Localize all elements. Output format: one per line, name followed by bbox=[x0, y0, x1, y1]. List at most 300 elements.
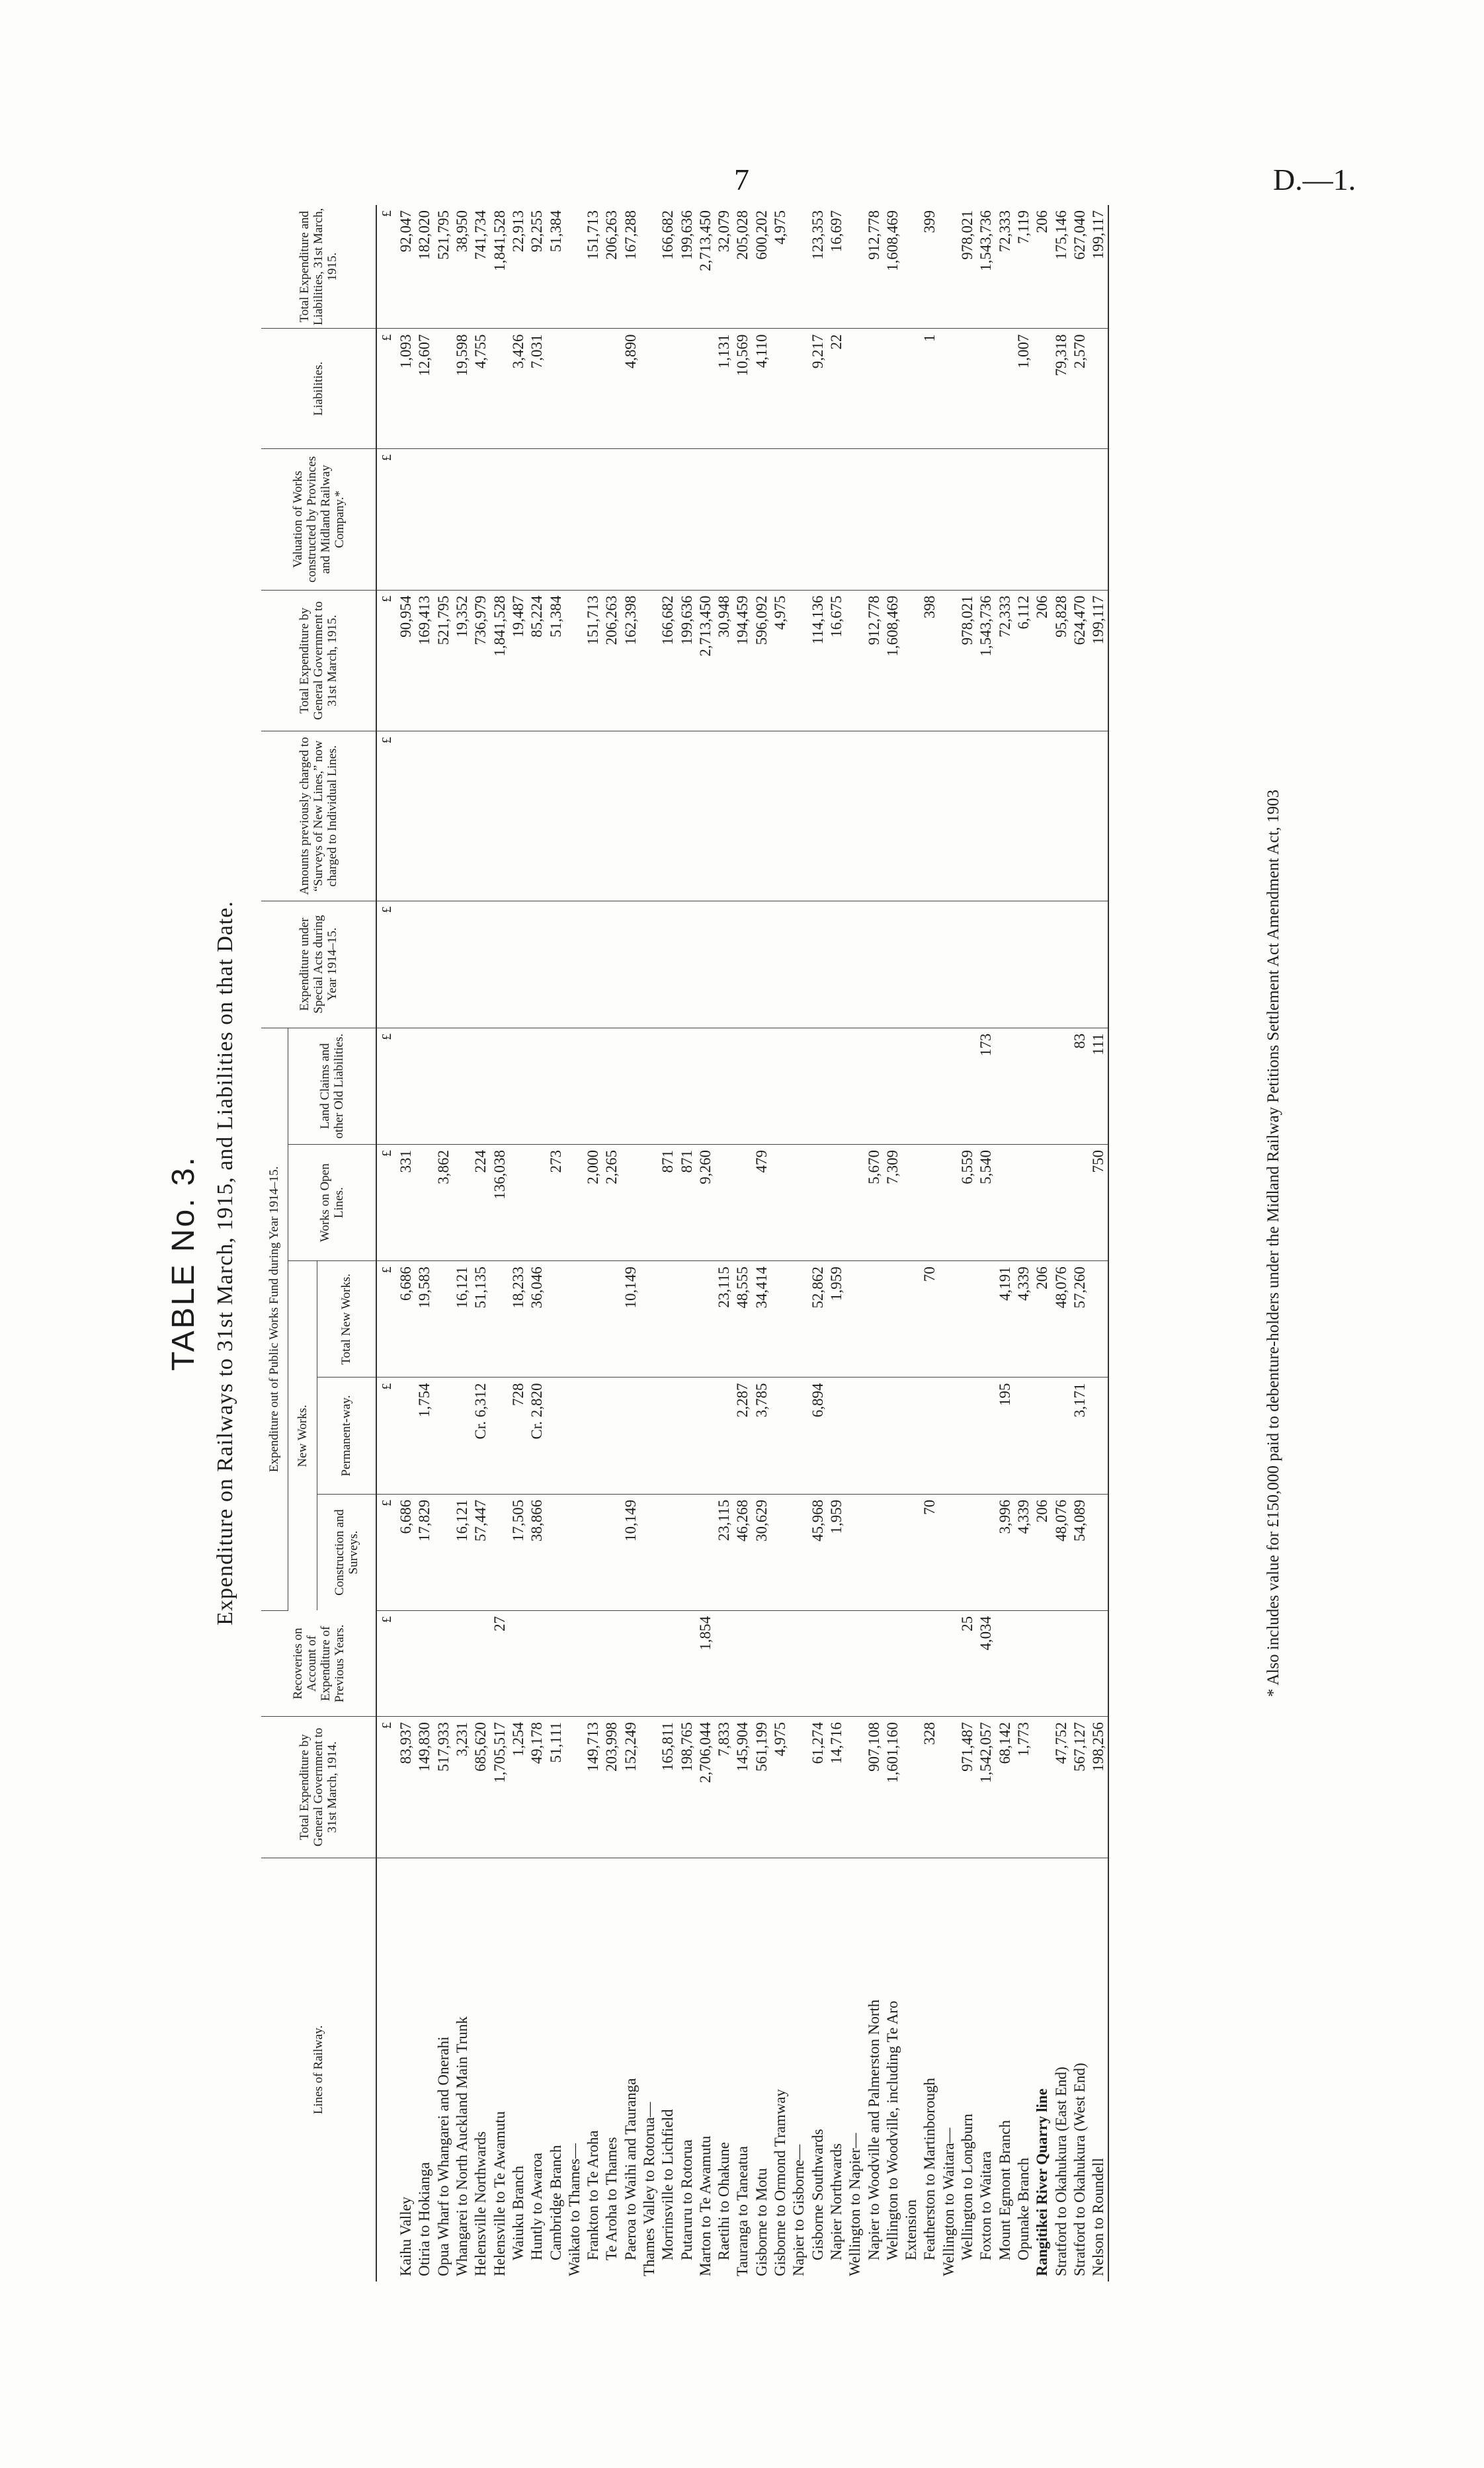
value-cell: 48,555 bbox=[733, 1261, 752, 1378]
value-cell bbox=[1014, 731, 1033, 901]
value-cell: 871 bbox=[659, 1145, 677, 1261]
header-valuation: Valuation of Works constructed by Provinces and Midland Railway Company.* bbox=[261, 449, 376, 591]
value-cell bbox=[790, 329, 808, 449]
value-cell bbox=[677, 1610, 696, 1716]
table-row bbox=[921, 205, 939, 2282]
value-cell: 3,171 bbox=[1071, 1378, 1089, 1494]
value-cell bbox=[940, 731, 958, 901]
value-cell bbox=[753, 449, 771, 591]
value-cell bbox=[753, 1028, 771, 1144]
value-cell: 46,268 bbox=[733, 1494, 752, 1610]
value-cell bbox=[864, 449, 883, 591]
value-cell bbox=[790, 1145, 808, 1261]
value-cell bbox=[696, 1494, 715, 1610]
value-cell bbox=[1033, 731, 1051, 901]
value-cell bbox=[884, 901, 902, 1028]
table-row bbox=[1014, 205, 1033, 2282]
value-cell: 1,773 bbox=[1014, 1717, 1033, 1858]
value-cell: 596,092 bbox=[753, 590, 771, 731]
value-cell bbox=[472, 1610, 490, 1716]
value-cell bbox=[546, 329, 565, 449]
value-cell bbox=[622, 731, 640, 901]
header-total-new-works: Total New Works. bbox=[317, 1261, 376, 1378]
railway-line-name: Helensville to Te Awamutu bbox=[491, 2111, 508, 2276]
value-cell bbox=[584, 1378, 602, 1494]
table-row bbox=[659, 205, 677, 2282]
value-cell bbox=[640, 1261, 659, 1378]
value-cell: 47,752 bbox=[1051, 1717, 1070, 1858]
value-cell: 90,954 bbox=[397, 590, 415, 731]
railway-line-name: Paeroa to Waihi and Tauranga bbox=[622, 2078, 639, 2260]
table-row bbox=[846, 205, 864, 2282]
header-total-expenditure-liabilities: Total Expenditure and Liabilities, 31st March, 1915. bbox=[261, 205, 376, 329]
value-cell: Cr. 2,820 bbox=[528, 1378, 546, 1494]
value-cell: 1,543,736 bbox=[977, 590, 995, 731]
value-cell: 206 bbox=[1033, 205, 1051, 329]
value-cell bbox=[659, 1261, 677, 1378]
value-cell bbox=[902, 449, 921, 591]
value-cell: 728 bbox=[509, 1378, 528, 1494]
railway-line-name: Wellington to Napier— bbox=[846, 2133, 864, 2276]
value-cell: 2,000 bbox=[584, 1145, 602, 1261]
value-cell bbox=[546, 449, 565, 591]
value-cell bbox=[659, 901, 677, 1028]
table-subtitle: Expenditure on Railways to 31st March, 1915, and Liabilities on that Date. bbox=[213, 901, 237, 1625]
value-cell bbox=[528, 1610, 546, 1716]
value-cell bbox=[415, 1028, 434, 1144]
unit-cell: £ bbox=[376, 731, 397, 901]
value-cell bbox=[565, 1028, 584, 1144]
value-cell bbox=[846, 731, 864, 901]
unit-cell: £ bbox=[376, 1378, 397, 1494]
value-cell: 685,620 bbox=[472, 1717, 490, 1858]
value-cell bbox=[771, 1494, 790, 1610]
value-cell bbox=[809, 731, 827, 901]
value-cell bbox=[528, 1028, 546, 1144]
value-cell bbox=[397, 449, 415, 591]
value-cell bbox=[640, 329, 659, 449]
value-cell bbox=[864, 1028, 883, 1144]
value-cell bbox=[490, 329, 509, 449]
value-cell bbox=[1014, 1145, 1033, 1261]
value-cell bbox=[584, 731, 602, 901]
value-cell bbox=[940, 449, 958, 591]
value-cell: 624,470 bbox=[1071, 590, 1089, 731]
value-cell bbox=[715, 1028, 733, 1144]
value-cell: 2,713,450 bbox=[696, 205, 715, 329]
value-cell bbox=[977, 901, 995, 1028]
value-cell bbox=[490, 901, 509, 1028]
railway-line-name: Waikato to Thames— bbox=[565, 2143, 583, 2276]
value-cell: 83,937 bbox=[397, 1717, 415, 1858]
value-cell bbox=[415, 901, 434, 1028]
value-cell bbox=[434, 731, 453, 901]
value-cell: 51,384 bbox=[546, 205, 565, 329]
table-row bbox=[1051, 205, 1070, 2282]
value-cell bbox=[884, 449, 902, 591]
value-cell bbox=[546, 1261, 565, 1378]
value-cell bbox=[1014, 1610, 1033, 1716]
value-cell: 1,542,057 bbox=[977, 1717, 995, 1858]
value-cell bbox=[565, 901, 584, 1028]
value-cell bbox=[790, 205, 808, 329]
value-cell bbox=[565, 590, 584, 731]
value-cell bbox=[622, 1610, 640, 1716]
value-cell: 19,352 bbox=[453, 590, 472, 731]
value-cell bbox=[958, 731, 977, 901]
value-cell: 38,866 bbox=[528, 1494, 546, 1610]
value-cell bbox=[958, 329, 977, 449]
value-cell bbox=[790, 731, 808, 901]
value-cell bbox=[921, 1610, 939, 1716]
value-cell bbox=[864, 1610, 883, 1716]
value-cell bbox=[659, 449, 677, 591]
value-cell bbox=[1033, 1610, 1051, 1716]
value-cell: 18,233 bbox=[509, 1261, 528, 1378]
value-cell bbox=[790, 449, 808, 591]
value-cell bbox=[790, 1378, 808, 1494]
value-cell bbox=[864, 1378, 883, 1494]
value-cell bbox=[846, 1717, 864, 1858]
value-cell bbox=[771, 1261, 790, 1378]
value-cell: 57,260 bbox=[1071, 1261, 1089, 1378]
table-row bbox=[490, 205, 509, 2282]
value-cell bbox=[827, 449, 846, 591]
value-cell bbox=[677, 329, 696, 449]
value-cell bbox=[733, 901, 752, 1028]
value-cell: 169,413 bbox=[415, 590, 434, 731]
value-cell bbox=[864, 731, 883, 901]
value-cell bbox=[546, 901, 565, 1028]
railway-line-name: Cambridge Branch bbox=[547, 2145, 564, 2260]
value-cell bbox=[415, 449, 434, 591]
railway-line-name: Mount Egmont Branch bbox=[996, 2119, 1013, 2260]
value-cell bbox=[809, 901, 827, 1028]
value-cell bbox=[415, 1610, 434, 1716]
value-cell bbox=[490, 1494, 509, 1610]
unit-cell: £ bbox=[376, 590, 397, 731]
value-cell: 165,811 bbox=[659, 1717, 677, 1858]
table-row bbox=[715, 205, 733, 2282]
value-cell bbox=[715, 1378, 733, 1494]
header-public-works-fund: Expenditure out of Public Works Fund during Year 1914–15. bbox=[261, 1028, 288, 1610]
unit-cell: £ bbox=[376, 205, 397, 329]
value-cell bbox=[434, 1610, 453, 1716]
value-cell: 49,178 bbox=[528, 1717, 546, 1858]
value-cell bbox=[434, 1028, 453, 1144]
unit-cell: £ bbox=[376, 1261, 397, 1378]
value-cell: 198,256 bbox=[1089, 1717, 1108, 1858]
value-cell bbox=[602, 731, 621, 901]
value-cell: 4,339 bbox=[1014, 1261, 1033, 1378]
value-cell: 206,263 bbox=[602, 590, 621, 731]
value-cell bbox=[472, 901, 490, 1028]
value-cell: 95,828 bbox=[1051, 590, 1070, 731]
unit-cell: £ bbox=[376, 449, 397, 591]
value-cell bbox=[696, 1261, 715, 1378]
value-cell bbox=[715, 901, 733, 1028]
header-liabilities: Liabilities. bbox=[261, 329, 376, 449]
header-construction: Construction and Surveys. bbox=[317, 1494, 376, 1610]
value-cell bbox=[977, 329, 995, 449]
value-cell: 51,111 bbox=[546, 1717, 565, 1858]
value-cell bbox=[864, 1261, 883, 1378]
value-cell bbox=[921, 901, 939, 1028]
value-cell: 600,202 bbox=[753, 205, 771, 329]
railway-line-name: Whangarei to North Auckland Main Trunk bbox=[454, 2016, 471, 2276]
value-cell bbox=[1071, 901, 1089, 1028]
value-cell bbox=[1033, 1028, 1051, 1144]
value-cell bbox=[902, 329, 921, 449]
table-row bbox=[977, 205, 995, 2282]
value-cell: 2,570 bbox=[1071, 329, 1089, 449]
value-cell bbox=[790, 1610, 808, 1716]
value-cell bbox=[640, 1028, 659, 1144]
value-cell: 627,040 bbox=[1071, 205, 1089, 329]
value-cell bbox=[528, 731, 546, 901]
value-cell: 16,121 bbox=[453, 1261, 472, 1378]
value-cell bbox=[902, 1261, 921, 1378]
value-cell: 206,263 bbox=[602, 205, 621, 329]
table-row bbox=[528, 205, 546, 2282]
value-cell bbox=[509, 901, 528, 1028]
value-cell bbox=[640, 1717, 659, 1858]
railway-line-name: Gisborne to Ormond Tramway bbox=[772, 2088, 789, 2276]
value-cell bbox=[733, 1610, 752, 1716]
value-cell bbox=[397, 901, 415, 1028]
value-cell bbox=[696, 329, 715, 449]
value-cell bbox=[846, 1145, 864, 1261]
value-cell: 399 bbox=[921, 205, 939, 329]
value-cell bbox=[622, 1145, 640, 1261]
value-cell bbox=[921, 449, 939, 591]
value-cell bbox=[640, 1494, 659, 1610]
value-cell bbox=[622, 901, 640, 1028]
value-cell: 7,833 bbox=[715, 1717, 733, 1858]
unit-cell: £ bbox=[376, 901, 397, 1028]
value-cell: 166,682 bbox=[659, 205, 677, 329]
value-cell bbox=[846, 590, 864, 731]
value-cell: 199,117 bbox=[1089, 205, 1108, 329]
value-cell bbox=[1051, 449, 1070, 591]
railway-line-name: Extension bbox=[903, 2200, 920, 2260]
value-cell bbox=[453, 901, 472, 1028]
value-cell bbox=[884, 1494, 902, 1610]
value-cell bbox=[453, 731, 472, 901]
value-cell bbox=[1089, 901, 1108, 1028]
value-cell bbox=[827, 1145, 846, 1261]
value-cell bbox=[977, 1378, 995, 1494]
value-cell: 1,608,469 bbox=[884, 205, 902, 329]
value-cell bbox=[884, 1028, 902, 1144]
value-cell: 4,191 bbox=[996, 1261, 1014, 1378]
value-cell: 85,224 bbox=[528, 590, 546, 731]
value-cell bbox=[771, 449, 790, 591]
value-cell: 16,697 bbox=[827, 205, 846, 329]
value-cell: 6,112 bbox=[1014, 590, 1033, 731]
value-cell: 2,265 bbox=[602, 1145, 621, 1261]
value-cell: Cr. 6,312 bbox=[472, 1378, 490, 1494]
value-cell bbox=[753, 1610, 771, 1716]
value-cell: 2,713,450 bbox=[696, 590, 715, 731]
rotated-table-sheet bbox=[159, 205, 1323, 2321]
value-cell bbox=[1089, 1378, 1108, 1494]
value-cell bbox=[565, 205, 584, 329]
table-row bbox=[565, 205, 584, 2282]
value-cell bbox=[1051, 1378, 1070, 1494]
table-row bbox=[677, 205, 696, 2282]
value-cell: 1,705,517 bbox=[490, 1717, 509, 1858]
railway-line-name: Napier Northwards bbox=[827, 2143, 845, 2260]
unit-cell: £ bbox=[376, 329, 397, 449]
railway-line-name: Nelson to Roundell bbox=[1089, 1858, 1108, 2282]
value-cell bbox=[846, 449, 864, 591]
value-cell bbox=[565, 329, 584, 449]
value-cell: 10,149 bbox=[622, 1261, 640, 1378]
value-cell bbox=[884, 731, 902, 901]
value-cell: 561,199 bbox=[753, 1717, 771, 1858]
value-cell bbox=[640, 590, 659, 731]
value-cell: 83 bbox=[1071, 1028, 1089, 1144]
value-cell bbox=[546, 1610, 565, 1716]
header-open-lines: Works on Open Lines. bbox=[288, 1145, 376, 1261]
value-cell bbox=[677, 1378, 696, 1494]
value-cell bbox=[453, 1610, 472, 1716]
table-body bbox=[376, 205, 1108, 2282]
value-cell bbox=[940, 1717, 958, 1858]
value-cell bbox=[677, 1028, 696, 1144]
value-cell: 19,487 bbox=[509, 590, 528, 731]
value-cell: 4,890 bbox=[622, 329, 640, 449]
value-cell bbox=[1089, 329, 1108, 449]
value-cell: 199,636 bbox=[677, 205, 696, 329]
value-cell bbox=[546, 731, 565, 901]
value-cell bbox=[1051, 1028, 1070, 1144]
value-cell bbox=[1014, 1028, 1033, 1144]
value-cell bbox=[584, 449, 602, 591]
value-cell bbox=[696, 731, 715, 901]
value-cell: 149,830 bbox=[415, 1717, 434, 1858]
value-cell: 175,146 bbox=[1051, 205, 1070, 329]
railway-line-name: Otiria to Hokianga bbox=[416, 2162, 433, 2276]
value-cell bbox=[1033, 901, 1051, 1028]
railway-line-name: Helensville Northwards bbox=[472, 2131, 489, 2276]
value-cell: 151,713 bbox=[584, 590, 602, 731]
value-cell: 68,142 bbox=[996, 1717, 1014, 1858]
value-cell: 45,968 bbox=[809, 1494, 827, 1610]
value-cell: 166,682 bbox=[659, 590, 677, 731]
value-cell bbox=[584, 1261, 602, 1378]
value-cell bbox=[415, 1145, 434, 1261]
railway-line-name: Kaihu Valley bbox=[397, 2196, 415, 2276]
table-row bbox=[602, 205, 621, 2282]
value-cell: 567,127 bbox=[1071, 1717, 1089, 1858]
value-cell: 38,950 bbox=[453, 205, 472, 329]
table-row bbox=[809, 205, 827, 2282]
railway-line-name: Morrinsville to Lichfield bbox=[659, 2109, 677, 2260]
railway-line-name: Stratford to Okahukura (West End) bbox=[1071, 2063, 1088, 2276]
value-cell bbox=[1071, 1610, 1089, 1716]
value-cell bbox=[827, 731, 846, 901]
value-cell bbox=[827, 1028, 846, 1144]
value-cell: 1,601,160 bbox=[884, 1717, 902, 1858]
value-cell bbox=[472, 731, 490, 901]
value-cell bbox=[1051, 901, 1070, 1028]
value-cell bbox=[884, 329, 902, 449]
unit-cell: £ bbox=[376, 1717, 397, 1858]
railway-line-name: Rangitikei River Quarry line bbox=[1034, 2088, 1051, 2276]
value-cell bbox=[902, 731, 921, 901]
value-cell bbox=[790, 1494, 808, 1610]
value-cell: 34,414 bbox=[753, 1261, 771, 1378]
value-cell bbox=[864, 901, 883, 1028]
value-cell bbox=[696, 1378, 715, 1494]
value-cell: 6,894 bbox=[809, 1378, 827, 1494]
value-cell: 978,021 bbox=[958, 205, 977, 329]
unit-cell: £ bbox=[376, 1610, 397, 1716]
table-row bbox=[696, 205, 715, 2282]
value-cell bbox=[827, 1378, 846, 1494]
value-cell bbox=[827, 901, 846, 1028]
value-cell: 6,686 bbox=[397, 1261, 415, 1378]
railway-line-name: Napier to Gisborne— bbox=[790, 2144, 807, 2276]
value-cell bbox=[659, 1378, 677, 1494]
value-cell: 19,583 bbox=[415, 1261, 434, 1378]
value-cell bbox=[996, 901, 1014, 1028]
value-cell: 3,426 bbox=[509, 329, 528, 449]
value-cell bbox=[771, 1610, 790, 1716]
value-cell bbox=[677, 449, 696, 591]
footnote: * Also includes value for £150,000 paid to debenture-holders under the Midland Railway Petitions Settlement Act Amendment Act, 1903 bbox=[1264, 790, 1282, 1697]
value-cell: 479 bbox=[753, 1145, 771, 1261]
value-cell bbox=[696, 901, 715, 1028]
unit-cell bbox=[376, 1858, 397, 2282]
value-cell: 14,716 bbox=[827, 1717, 846, 1858]
value-cell bbox=[958, 449, 977, 591]
value-cell bbox=[958, 901, 977, 1028]
value-cell: 1,131 bbox=[715, 329, 733, 449]
value-cell: 92,255 bbox=[528, 205, 546, 329]
value-cell: 3,785 bbox=[753, 1378, 771, 1494]
value-cell bbox=[659, 1610, 677, 1716]
value-cell bbox=[846, 205, 864, 329]
value-cell: 12,607 bbox=[415, 329, 434, 449]
value-cell bbox=[771, 731, 790, 901]
value-cell: 136,038 bbox=[490, 1145, 509, 1261]
value-cell bbox=[584, 329, 602, 449]
unit-cell: £ bbox=[376, 1028, 397, 1144]
header-recoveries: Recoveries on Account of Expenditure of Previous Years. bbox=[261, 1610, 376, 1716]
value-cell: 6,686 bbox=[397, 1494, 415, 1610]
value-cell: 111 bbox=[1089, 1028, 1108, 1144]
value-cell: 4,975 bbox=[771, 205, 790, 329]
value-cell bbox=[977, 731, 995, 901]
table-row bbox=[753, 205, 771, 2282]
value-cell bbox=[565, 1261, 584, 1378]
railway-line-name: Thames Valley to Rotorua— bbox=[641, 2102, 657, 2276]
railway-line-name: Putaruru to Rotorua bbox=[678, 2139, 695, 2260]
table-title: TABLE No. 3. bbox=[166, 1155, 201, 1371]
value-cell bbox=[846, 1610, 864, 1716]
value-cell: 51,384 bbox=[546, 590, 565, 731]
value-cell bbox=[640, 731, 659, 901]
value-cell bbox=[397, 1028, 415, 1144]
value-cell bbox=[434, 1378, 453, 1494]
value-cell: 4,975 bbox=[771, 1717, 790, 1858]
value-cell: 54,089 bbox=[1071, 1494, 1089, 1610]
value-cell bbox=[715, 1145, 733, 1261]
value-cell: 912,778 bbox=[864, 590, 883, 731]
